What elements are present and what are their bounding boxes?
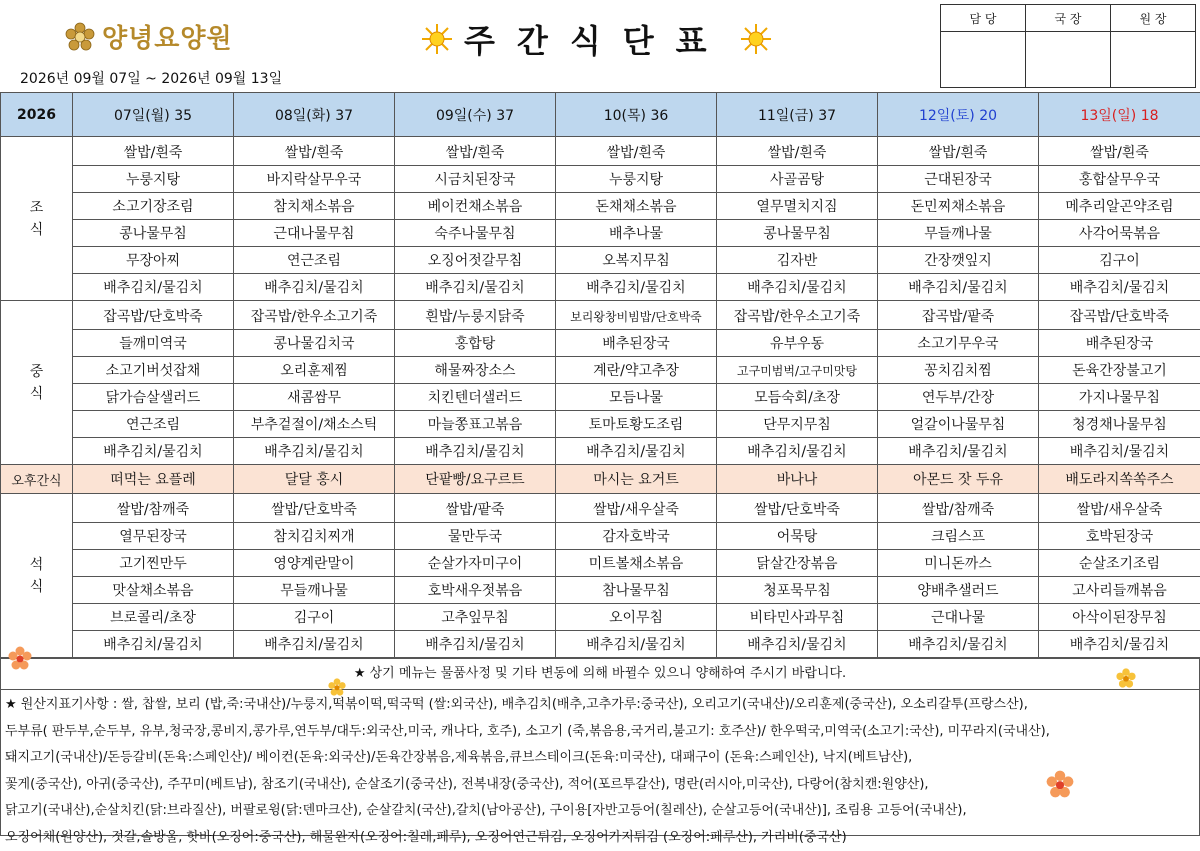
menu-cell: 김자반 xyxy=(717,247,878,274)
logo-text: 양녕요양원 xyxy=(102,18,233,55)
menu-cell: 새콤쌈무 xyxy=(234,384,395,411)
menu-cell: 오복지무침 xyxy=(556,247,717,274)
menu-cell: 브로콜리/초장 xyxy=(73,604,234,631)
menu-cell: 오징어젓갈무침 xyxy=(395,247,556,274)
page-header xyxy=(0,0,1200,92)
origin-line: 닭고기(국내산),순살치킨(닭:브라질산), 버팔로윙(닭:덴마크산), 순살갈치(국산),갈치(남아공산), 구이용[자반고등어(칠레산), 순살고등어(국내산)], 조림용 고등어(국내산), xyxy=(5,798,1195,825)
date-range: 2026년 09월 07일 ~ 2026년 09월 13일 xyxy=(20,68,282,88)
menu-cell: 순살가자미구이 xyxy=(395,550,556,577)
menu-cell: 콩나물무침 xyxy=(73,220,234,247)
menu-cell: 소고기무우국 xyxy=(878,330,1039,357)
dinner-row xyxy=(1,631,1200,658)
approval-label: 원 장 xyxy=(1111,5,1196,32)
origin-info xyxy=(1,690,1199,851)
menu-cell: 베이컨채소볶음 xyxy=(395,193,556,220)
menu-cell: 배추김치/물김치 xyxy=(878,631,1039,658)
menu-cell: 들깨미역국 xyxy=(73,330,234,357)
menu-cell: 배추김치/물김치 xyxy=(234,274,395,301)
dinner-label: 석 식 xyxy=(1,494,73,658)
menu-cell: 배추김치/물김치 xyxy=(717,631,878,658)
menu-cell: 잡곡밥/단호박죽 xyxy=(1039,301,1200,330)
menu-table xyxy=(0,92,1200,658)
snack-cell: 배도라지쏙쏙주스 xyxy=(1039,465,1200,494)
menu-cell: 가지나물무침 xyxy=(1039,384,1200,411)
logo-flower-icon xyxy=(64,21,96,53)
dinner-row xyxy=(1,604,1200,631)
breakfast-row xyxy=(1,166,1200,193)
menu-cell: 닭가슴살샐러드 xyxy=(73,384,234,411)
menu-cell: 닭살간장볶음 xyxy=(717,550,878,577)
menu-cell: 소고기장조림 xyxy=(73,193,234,220)
menu-cell: 해물짜장소스 xyxy=(395,357,556,384)
menu-cell: 모듬나물 xyxy=(556,384,717,411)
menu-cell: 단무지무침 xyxy=(717,411,878,438)
lunch-row xyxy=(1,330,1200,357)
breakfast-row xyxy=(1,220,1200,247)
menu-cell: 모듬숙회/초장 xyxy=(717,384,878,411)
origin-line: 돼지고기(국내산)/돈등갈비(돈육:스페인산)/ 베이컨(돈육:외국산)/돈육간장볶음,제육볶음,큐브스테이크(돈육:미국산), 대패구이 (돈육:스페인산), 낙지(베트남산), xyxy=(5,745,1195,772)
menu-cell: 호박새우젓볶음 xyxy=(395,577,556,604)
notice-headline: ★ 상기 메뉴는 물품사정 및 기타 변동에 의해 바뀔수 있으니 양해하여 주시기 바랍니다. xyxy=(1,659,1199,690)
menu-cell: 배추김치/물김치 xyxy=(234,438,395,465)
menu-cell: 배추된장국 xyxy=(1039,330,1200,357)
menu-cell: 잡곡밥/팥죽 xyxy=(878,301,1039,330)
lunch-row xyxy=(1,357,1200,384)
menu-cell: 김구이 xyxy=(1039,247,1200,274)
lunch-label: 중 식 xyxy=(1,301,73,465)
menu-cell: 쌀밥/흰죽 xyxy=(717,137,878,166)
menu-cell: 배추김치/물김치 xyxy=(717,438,878,465)
menu-cell: 잡곡밥/단호박죽 xyxy=(73,301,234,330)
menu-cell: 보리왕창비빔밥/단호박죽 xyxy=(556,301,717,330)
flower-icon xyxy=(1046,770,1074,798)
dinner-row xyxy=(1,494,1200,523)
menu-cell: 오리훈제찜 xyxy=(234,357,395,384)
snack-row xyxy=(1,465,1200,494)
menu-cell: 시금치된장국 xyxy=(395,166,556,193)
menu-cell: 배추김치/물김치 xyxy=(556,631,717,658)
menu-cell: 오이무침 xyxy=(556,604,717,631)
menu-cell: 쌀밥/흰죽 xyxy=(73,137,234,166)
snack-cell: 달달 홍시 xyxy=(234,465,395,494)
menu-cell: 돈채채소볶음 xyxy=(556,193,717,220)
lunch-row xyxy=(1,411,1200,438)
snack-label: 오후간식 xyxy=(1,465,73,494)
menu-cell: 쌀밥/단호박죽 xyxy=(234,494,395,523)
day-header: 07일(월) 35 xyxy=(73,93,234,137)
menu-cell: 배추김치/물김치 xyxy=(556,438,717,465)
menu-cell: 크림스프 xyxy=(878,523,1039,550)
snack-cell: 떠먹는 요플레 xyxy=(73,465,234,494)
menu-cell: 쌀밥/흰죽 xyxy=(1039,137,1200,166)
dinner-row xyxy=(1,577,1200,604)
menu-cell: 소고기버섯잡채 xyxy=(73,357,234,384)
menu-cell: 고추잎무침 xyxy=(395,604,556,631)
menu-cell: 열무된장국 xyxy=(73,523,234,550)
menu-cell: 근대나물 xyxy=(878,604,1039,631)
menu-cell: 배추김치/물김치 xyxy=(73,631,234,658)
menu-cell: 근대나물무침 xyxy=(234,220,395,247)
menu-cell: 배추김치/물김치 xyxy=(395,274,556,301)
lunch-row xyxy=(1,384,1200,411)
menu-cell: 쌀밥/팥죽 xyxy=(395,494,556,523)
menu-cell: 참치채소볶음 xyxy=(234,193,395,220)
menu-cell: 바지락살무우국 xyxy=(234,166,395,193)
signature-cell[interactable] xyxy=(941,32,1026,88)
snack-cell: 아몬드 잣 두유 xyxy=(878,465,1039,494)
menu-cell: 사골곰탕 xyxy=(717,166,878,193)
menu-cell: 부추겉절이/채소스틱 xyxy=(234,411,395,438)
sparkle-icon xyxy=(420,22,454,56)
day-header: 11일(금) 37 xyxy=(717,93,878,137)
menu-cell: 비타민사과무침 xyxy=(717,604,878,631)
menu-cell: 배추김치/물김치 xyxy=(395,438,556,465)
menu-cell: 배추김치/물김치 xyxy=(556,274,717,301)
snack-cell: 마시는 요거트 xyxy=(556,465,717,494)
menu-cell: 콩나물김치국 xyxy=(234,330,395,357)
breakfast-label: 조 식 xyxy=(1,137,73,301)
approval-label: 국 장 xyxy=(1026,5,1111,32)
menu-cell: 어묵탕 xyxy=(717,523,878,550)
menu-cell: 잡곡밥/한우소고기죽 xyxy=(717,301,878,330)
origin-line: 오징어채(원양산), 젓갈,솔방울, 핫바(오징어:중국산), 해물완자(오징어:칠레,페루), 오징어연근튀김, 오징어가지튀김 (오징어:페루산), 가리비(중국산) xyxy=(5,825,1195,851)
menu-cell: 유부우동 xyxy=(717,330,878,357)
menu-cell: 배추나물 xyxy=(556,220,717,247)
approval-label: 담 당 xyxy=(941,5,1026,32)
origin-line: 꽃게(중국산), 아귀(중국산), 주꾸미(베트남), 참조기(국내산), 순살조기(중국산), 전복내장(중국산), 적어(포르투갈산), 명란(러시아,미국산), 다랑어(참치캔:원양산), xyxy=(5,772,1195,799)
menu-cell: 연두부/간장 xyxy=(878,384,1039,411)
menu-cell: 배추김치/물김치 xyxy=(1039,631,1200,658)
menu-cell: 흰밥/누룽지닭죽 xyxy=(395,301,556,330)
menu-cell: 얼갈이나물무침 xyxy=(878,411,1039,438)
menu-cell: 청경채나물무침 xyxy=(1039,411,1200,438)
breakfast-row xyxy=(1,193,1200,220)
menu-cell: 무들깨나물 xyxy=(878,220,1039,247)
logo xyxy=(64,18,233,55)
menu-cell: 배추김치/물김치 xyxy=(1039,274,1200,301)
menu-cell: 영양계란말이 xyxy=(234,550,395,577)
header-row xyxy=(1,93,1200,137)
menu-cell: 배추김치/물김치 xyxy=(717,274,878,301)
day-header-saturday: 12일(토) 20 xyxy=(878,93,1039,137)
flower-icon xyxy=(1116,668,1136,688)
title-text: 주간식단표 xyxy=(464,16,729,62)
menu-cell: 무장아찌 xyxy=(73,247,234,274)
year-cell: 2026 xyxy=(1,93,73,137)
signature-cell[interactable] xyxy=(1026,32,1111,88)
breakfast-row xyxy=(1,247,1200,274)
menu-cell: 배추김치/물김치 xyxy=(73,438,234,465)
menu-cell: 쌀밥/흰죽 xyxy=(878,137,1039,166)
menu-cell: 홍합살무우국 xyxy=(1039,166,1200,193)
menu-cell: 배추김치/물김치 xyxy=(1039,438,1200,465)
menu-cell: 연근조림 xyxy=(73,411,234,438)
menu-cell: 잡곡밥/한우소고기죽 xyxy=(234,301,395,330)
menu-cell: 무들깨나물 xyxy=(234,577,395,604)
dinner-row xyxy=(1,550,1200,577)
menu-cell: 누룽지탕 xyxy=(73,166,234,193)
menu-cell: 호박된장국 xyxy=(1039,523,1200,550)
menu-cell: 사각어묵볶음 xyxy=(1039,220,1200,247)
origin-line: ★ 원산지표기사항 : 쌀, 찹쌀, 보리 (밥,죽:국내산)/누룽지,떡볶이떡,떡국떡 (쌀:외국산), 배추김치(배추,고추가루:중국산), 오리고기(국내산)/오리훈제(중국산), 오소리갈투(프랑스산), xyxy=(5,692,1195,719)
menu-cell: 마늘쫑표고볶음 xyxy=(395,411,556,438)
menu-cell: 고기찐만두 xyxy=(73,550,234,577)
day-header-sunday: 13일(일) 18 xyxy=(1039,93,1200,137)
menu-cell: 계란/약고추장 xyxy=(556,357,717,384)
menu-cell: 토마토황도조림 xyxy=(556,411,717,438)
menu-cell: 양배추샐러드 xyxy=(878,577,1039,604)
flower-icon xyxy=(328,678,346,696)
day-header: 08일(화) 37 xyxy=(234,93,395,137)
menu-cell: 열무멸치지짐 xyxy=(717,193,878,220)
breakfast-row xyxy=(1,137,1200,166)
menu-cell: 배추된장국 xyxy=(556,330,717,357)
menu-cell: 고사리들깨볶음 xyxy=(1039,577,1200,604)
menu-cell: 참나물무침 xyxy=(556,577,717,604)
page-title xyxy=(420,16,773,62)
lunch-row xyxy=(1,301,1200,330)
menu-cell: 김구이 xyxy=(234,604,395,631)
menu-cell: 쌀밥/새우살죽 xyxy=(556,494,717,523)
menu-cell: 청포묵무침 xyxy=(717,577,878,604)
menu-cell: 순살조기조림 xyxy=(1039,550,1200,577)
menu-cell: 참치김치찌개 xyxy=(234,523,395,550)
day-header: 09일(수) 37 xyxy=(395,93,556,137)
menu-cell: 쌀밥/흰죽 xyxy=(234,137,395,166)
menu-cell: 배추김치/물김치 xyxy=(878,438,1039,465)
menu-cell: 쌀밥/참깨죽 xyxy=(73,494,234,523)
snack-cell: 단팥빵/요구르트 xyxy=(395,465,556,494)
menu-cell: 연근조림 xyxy=(234,247,395,274)
menu-cell: 치킨텐더샐러드 xyxy=(395,384,556,411)
sparkle-icon xyxy=(739,22,773,56)
menu-cell: 물만두국 xyxy=(395,523,556,550)
snack-cell: 바나나 xyxy=(717,465,878,494)
menu-cell: 쌀밥/단호박죽 xyxy=(717,494,878,523)
menu-cell: 간장깻잎지 xyxy=(878,247,1039,274)
menu-cell: 미트볼채소볶음 xyxy=(556,550,717,577)
menu-cell: 홍합탕 xyxy=(395,330,556,357)
origin-line: 두부류( 판두부,순두부, 유부,청국장,콩비지,콩가루,연두부/대두:외국산,미국, 캐나다, 호주), 소고기 (죽,볶음용,국거리,불고기: 호주산)/ 한우떡국,미역국(소고기:국산), 미꾸라지(국내산), xyxy=(5,719,1195,746)
menu-cell: 쌀밥/새우살죽 xyxy=(1039,494,1200,523)
menu-cell: 쌀밥/흰죽 xyxy=(395,137,556,166)
menu-cell: 배추김치/물김치 xyxy=(878,274,1039,301)
menu-cell: 미니돈까스 xyxy=(878,550,1039,577)
dinner-row xyxy=(1,523,1200,550)
menu-cell: 배추김치/물김치 xyxy=(234,631,395,658)
menu-cell: 배추김치/물김치 xyxy=(73,274,234,301)
signature-cell[interactable] xyxy=(1111,32,1196,88)
menu-cell: 고구미범벅/고구미맛탕 xyxy=(717,357,878,384)
menu-cell: 돈육간장불고기 xyxy=(1039,357,1200,384)
menu-cell: 쌀밥/참깨죽 xyxy=(878,494,1039,523)
menu-cell: 쌀밥/흰죽 xyxy=(556,137,717,166)
menu-cell: 메추리알곤약조림 xyxy=(1039,193,1200,220)
menu-cell: 감자호박국 xyxy=(556,523,717,550)
menu-cell: 근대된장국 xyxy=(878,166,1039,193)
breakfast-row xyxy=(1,274,1200,301)
menu-cell: 돈민찌채소볶음 xyxy=(878,193,1039,220)
flower-icon xyxy=(8,646,32,670)
menu-cell: 콩나물무침 xyxy=(717,220,878,247)
notice-box xyxy=(0,658,1200,836)
menu-cell: 누룽지탕 xyxy=(556,166,717,193)
menu-cell: 꽁치김치찜 xyxy=(878,357,1039,384)
menu-cell: 아삭이된장무침 xyxy=(1039,604,1200,631)
day-header: 10(목) 36 xyxy=(556,93,717,137)
menu-cell: 배추김치/물김치 xyxy=(395,631,556,658)
approval-box xyxy=(940,4,1196,88)
menu-cell: 맛살채소볶음 xyxy=(73,577,234,604)
lunch-row xyxy=(1,438,1200,465)
menu-cell: 숙주나물무침 xyxy=(395,220,556,247)
